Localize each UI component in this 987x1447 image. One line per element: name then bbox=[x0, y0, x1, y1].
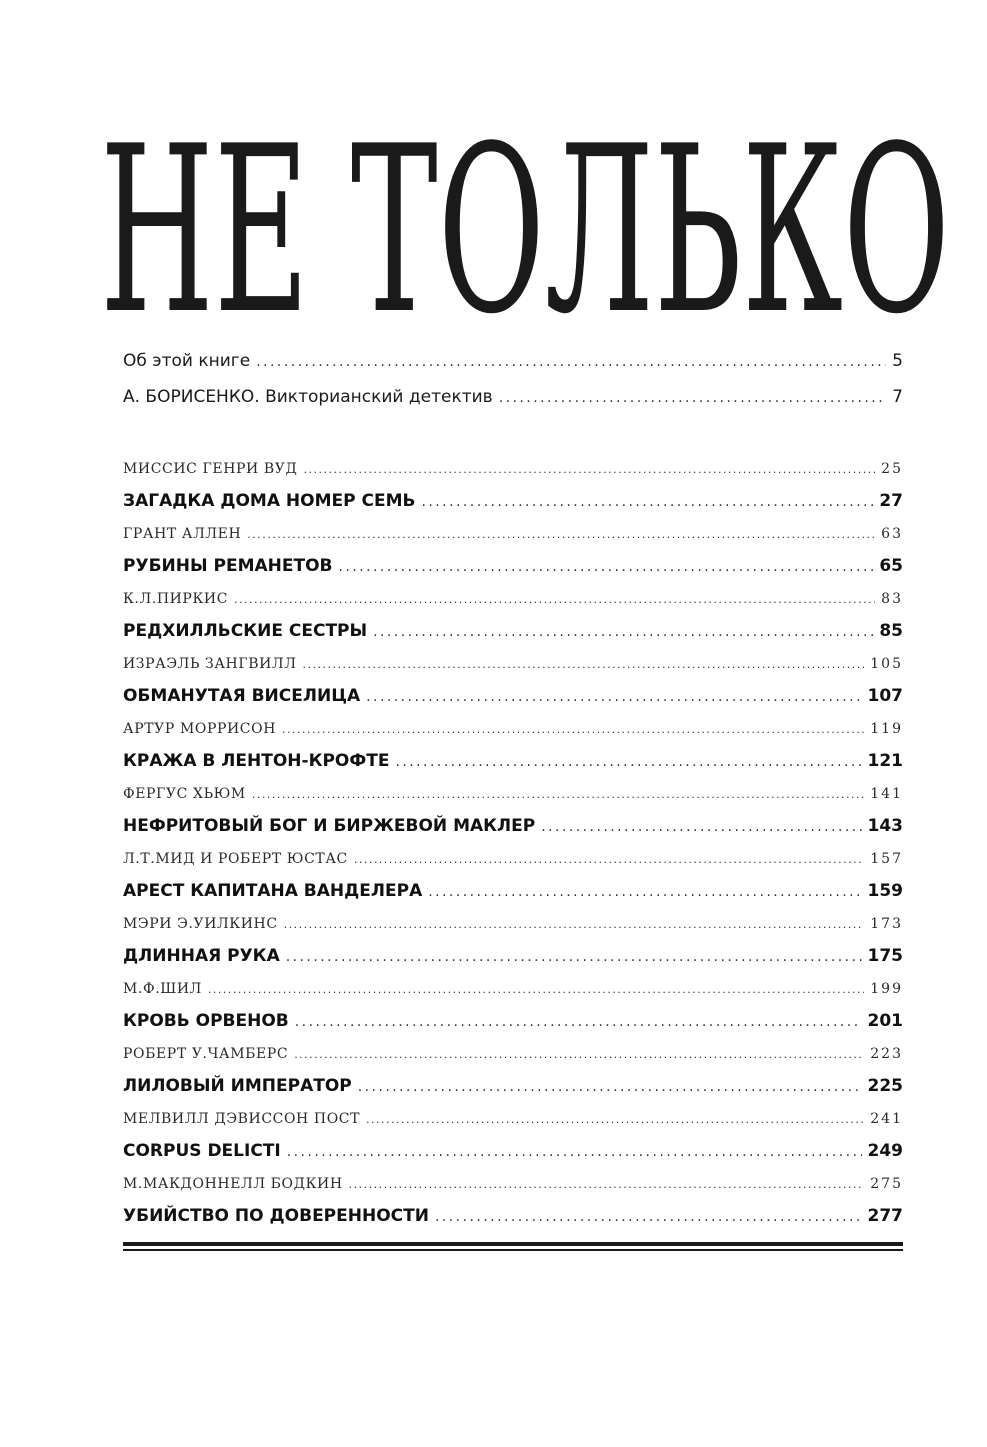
dot-leader bbox=[294, 1039, 864, 1071]
author-page: 25 bbox=[881, 461, 903, 477]
dot-leader bbox=[303, 649, 865, 681]
dot-leader bbox=[304, 454, 876, 486]
author-name: АРТУР МОРРИСОН bbox=[123, 721, 277, 737]
dot-leader bbox=[256, 344, 886, 380]
author-page: 241 bbox=[870, 1111, 903, 1127]
author-page: 83 bbox=[881, 591, 903, 607]
toc-author-entry[interactable] bbox=[123, 1168, 903, 1200]
author-name: РОБЕРТ У.ЧАМБЕРС bbox=[123, 1046, 289, 1062]
story-page: 249 bbox=[867, 1141, 903, 1161]
dot-leader bbox=[366, 681, 861, 714]
story-page: 85 bbox=[879, 621, 903, 641]
toc-story-entry[interactable] bbox=[123, 1005, 903, 1038]
dot-leader bbox=[358, 1071, 862, 1104]
toc-story-entry[interactable] bbox=[123, 875, 903, 908]
toc-story-entry[interactable] bbox=[123, 1200, 903, 1233]
dot-leader bbox=[395, 746, 861, 779]
author-name: ФЕРГУС ХЬЮМ bbox=[123, 786, 246, 802]
author-page: 173 bbox=[870, 916, 903, 932]
story-title: РЕДХИЛЛЬСКИЕ СЕСТРЫ bbox=[123, 621, 368, 641]
dot-leader bbox=[373, 616, 873, 649]
dot-leader bbox=[421, 486, 873, 519]
story-page: 277 bbox=[867, 1206, 903, 1226]
page-headline bbox=[100, 100, 950, 330]
toc-author-entry[interactable] bbox=[123, 583, 903, 615]
story-title: ДЛИННАЯ РУКА bbox=[123, 946, 280, 966]
story-title: КРОВЬ ОРВЕНОВ bbox=[123, 1011, 289, 1031]
headline-svg bbox=[100, 100, 950, 330]
dot-leader bbox=[366, 1104, 864, 1136]
dot-leader bbox=[208, 974, 864, 1006]
toc-author-entry[interactable] bbox=[123, 778, 903, 810]
dot-leader bbox=[339, 551, 874, 584]
author-page: 63 bbox=[881, 526, 903, 542]
toc-story-entry[interactable] bbox=[123, 1070, 903, 1103]
story-page: 27 bbox=[879, 491, 903, 511]
toc-author-entry[interactable] bbox=[123, 518, 903, 550]
toc-author-entry[interactable] bbox=[123, 1038, 903, 1070]
author-name: М.МАКДОННЕЛЛ БОДКИН bbox=[123, 1176, 343, 1192]
author-page: 199 bbox=[870, 981, 903, 997]
story-page: 121 bbox=[867, 751, 903, 771]
toc-entry-title: Об этой книге bbox=[123, 351, 251, 371]
toc-story-entry[interactable] bbox=[123, 680, 903, 713]
toc-story-entry[interactable] bbox=[123, 745, 903, 778]
dot-leader bbox=[428, 876, 861, 909]
toc-story-entry[interactable] bbox=[123, 810, 903, 843]
dot-leader bbox=[499, 380, 886, 416]
dot-leader bbox=[349, 1169, 865, 1201]
headline-text: НЕ ТОЛЬКО bbox=[100, 100, 950, 330]
author-page: 141 bbox=[870, 786, 903, 802]
story-title: CORPUS DELICTI bbox=[123, 1141, 281, 1161]
story-page: 159 bbox=[867, 881, 903, 901]
author-page: 223 bbox=[870, 1046, 903, 1062]
author-name: МЭРИ Э.УИЛКИНС bbox=[123, 916, 278, 932]
story-page: 175 bbox=[867, 946, 903, 966]
author-name: Л.Т.МИД И РОБЕРТ ЮСТАС bbox=[123, 851, 348, 867]
toc-story-entry[interactable] bbox=[123, 1135, 903, 1168]
story-title: НЕФРИТОВЫЙ БОГ И БИРЖЕВОЙ МАКЛЕР bbox=[123, 816, 536, 836]
rule-thick-line bbox=[123, 1242, 903, 1246]
story-title: РУБИНЫ РЕМАНЕТОВ bbox=[123, 556, 333, 576]
dot-leader bbox=[295, 1006, 862, 1039]
toc-story-entry[interactable] bbox=[123, 940, 903, 973]
toc-author-entry[interactable] bbox=[123, 713, 903, 745]
story-page: 201 bbox=[867, 1011, 903, 1031]
toc-author-entry[interactable] bbox=[123, 453, 903, 485]
bottom-double-rule bbox=[123, 1242, 903, 1251]
toc-author-entry[interactable] bbox=[123, 973, 903, 1005]
dot-leader bbox=[234, 584, 875, 616]
rule-thin-line bbox=[123, 1249, 903, 1251]
author-name: МЕЛВИЛЛ ДЭВИССОН ПОСТ bbox=[123, 1111, 361, 1127]
story-title: АРЕСТ КАПИТАНА ВАНДЕЛЕРА bbox=[123, 881, 423, 901]
toc-author-entry[interactable] bbox=[123, 843, 903, 875]
section-gap bbox=[123, 415, 903, 453]
story-title: КРАЖА В ЛЕНТОН-КРОФТЕ bbox=[123, 751, 390, 771]
toc-story-entry[interactable] bbox=[123, 550, 903, 583]
author-name: ИЗРАЭЛЬ ЗАНГВИЛЛ bbox=[123, 656, 297, 672]
author-page: 105 bbox=[870, 656, 903, 672]
dot-leader bbox=[252, 779, 864, 811]
author-page: 275 bbox=[870, 1176, 903, 1192]
story-page: 107 bbox=[867, 686, 903, 706]
story-title: ОБМАНУТАЯ ВИСЕЛИЦА bbox=[123, 686, 361, 706]
author-name: ГРАНТ АЛЛЕН bbox=[123, 526, 242, 542]
stories-list bbox=[123, 453, 903, 1233]
dot-leader bbox=[247, 519, 875, 551]
toc-entry-page: 5 bbox=[892, 351, 903, 371]
author-name: К.Л.ПИРКИС bbox=[123, 591, 229, 607]
story-title: УБИЙСТВО ПО ДОВЕРЕННОСТИ bbox=[123, 1206, 429, 1226]
toc-story-entry[interactable] bbox=[123, 615, 903, 648]
dot-leader bbox=[541, 811, 861, 844]
dot-leader bbox=[287, 1136, 862, 1169]
toc-story-entry[interactable] bbox=[123, 485, 903, 518]
toc-author-entry[interactable] bbox=[123, 1103, 903, 1135]
story-title: ЗАГАДКА ДОМА НОМЕР СЕМЬ bbox=[123, 491, 416, 511]
dot-leader bbox=[284, 909, 865, 941]
dot-leader bbox=[354, 844, 864, 876]
toc-front-entry[interactable] bbox=[123, 379, 903, 415]
dot-leader bbox=[435, 1201, 862, 1234]
story-page: 65 bbox=[879, 556, 903, 576]
author-page: 157 bbox=[870, 851, 903, 867]
dot-leader bbox=[282, 714, 864, 746]
table-of-contents bbox=[123, 343, 903, 1233]
story-page: 225 bbox=[867, 1076, 903, 1096]
story-page: 143 bbox=[867, 816, 903, 836]
toc-front-entry[interactable] bbox=[123, 343, 903, 379]
toc-author-entry[interactable] bbox=[123, 908, 903, 940]
author-name: МИССИС ГЕНРИ ВУД bbox=[123, 461, 298, 477]
toc-author-entry[interactable] bbox=[123, 648, 903, 680]
author-page: 119 bbox=[870, 721, 903, 737]
toc-entry-title: А. БОРИСЕНКО. Викторианский детектив bbox=[123, 387, 493, 407]
toc-entry-page: 7 bbox=[892, 387, 903, 407]
author-name: М.Ф.ШИЛ bbox=[123, 981, 202, 997]
story-title: ЛИЛОВЫЙ ИМПЕРАТОР bbox=[123, 1076, 352, 1096]
dot-leader bbox=[286, 941, 862, 974]
